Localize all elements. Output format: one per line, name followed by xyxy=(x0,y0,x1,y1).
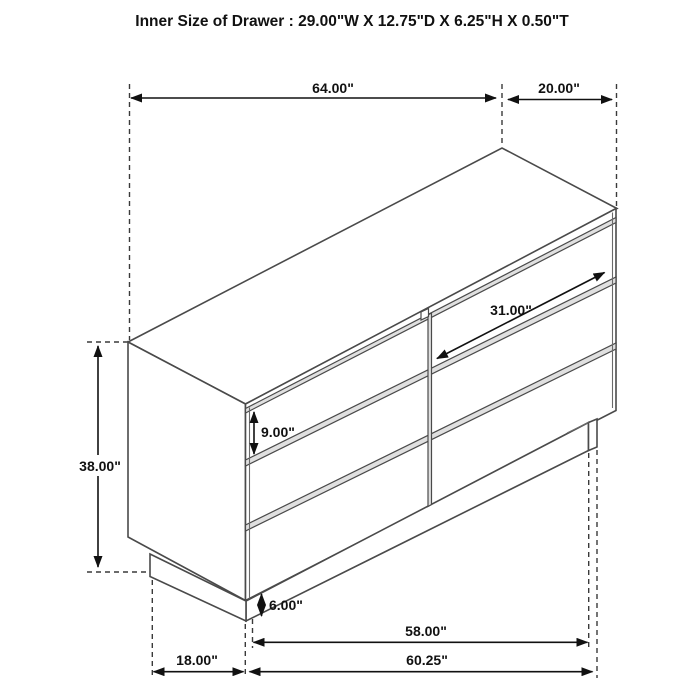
dim-label-38: 38.00" xyxy=(79,458,121,474)
dresser-drawing xyxy=(128,148,617,621)
dim-label-6: 6.00" xyxy=(269,597,303,613)
diagram-title: Inner Size of Drawer : 29.00"W X 12.75"D X 6.25"H X 0.50"T xyxy=(135,13,569,30)
center-stile xyxy=(428,313,432,507)
dim-overall-depth xyxy=(508,80,612,100)
dim-leg-span-outer xyxy=(250,652,593,672)
dim-overall-height xyxy=(77,346,123,567)
base-right-end xyxy=(589,419,598,451)
dim-overall-width xyxy=(131,80,496,98)
dim-label-64: 64.00" xyxy=(312,80,354,96)
dim-label-6025: 60.25" xyxy=(406,652,448,668)
dim-label-20: 20.00" xyxy=(538,80,580,96)
dim-side-depth xyxy=(154,652,244,672)
dim-label-18: 18.00" xyxy=(176,652,218,668)
dim-label-58: 58.00" xyxy=(405,623,447,639)
dim-label-9: 9.00" xyxy=(261,424,295,440)
dim-label-31: 31.00" xyxy=(490,302,532,318)
dim-leg-span-inner xyxy=(254,623,588,642)
